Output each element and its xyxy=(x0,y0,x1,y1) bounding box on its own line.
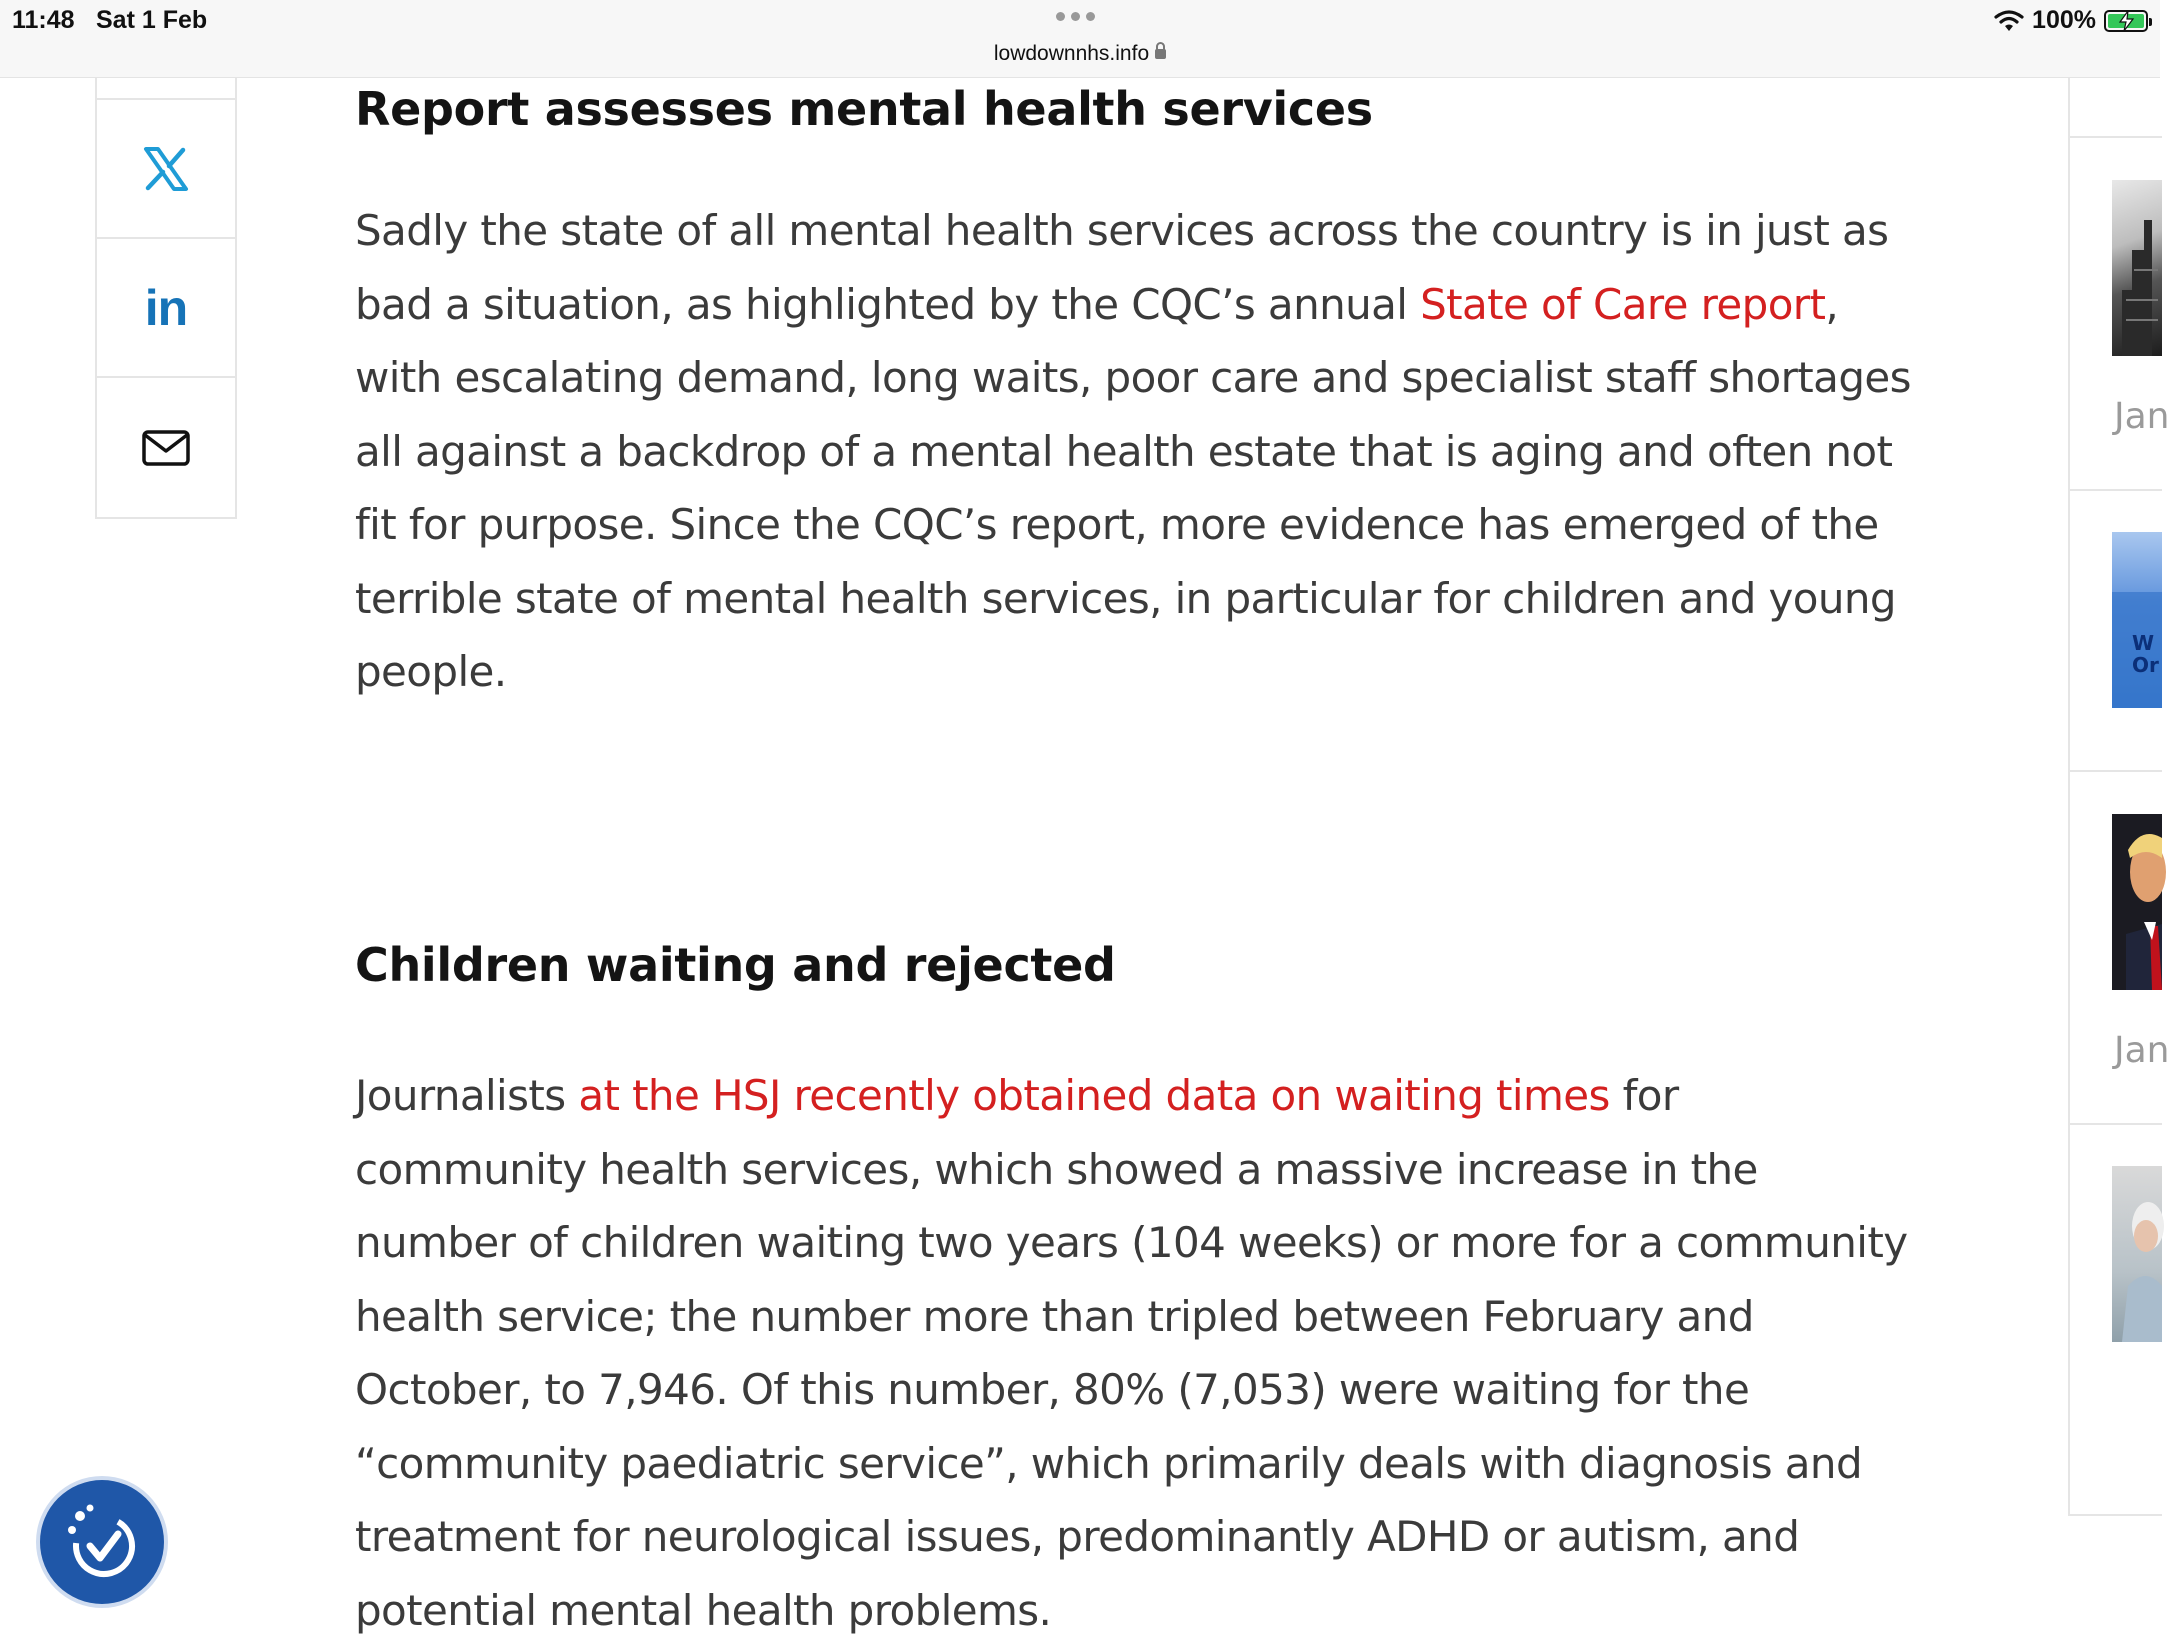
battery-icon xyxy=(2104,10,2148,32)
x-icon xyxy=(144,148,188,190)
paragraph-children-waiting xyxy=(355,1059,1915,1647)
status-indicators xyxy=(1994,6,2148,35)
paragraph-text: Journalists xyxy=(355,1071,579,1120)
accessibility-button[interactable] xyxy=(40,1480,164,1604)
share-sidebar-top xyxy=(97,78,235,100)
hsj-waiting-times-link[interactable]: at the HSJ recently obtained data on waiting times xyxy=(578,1071,1610,1120)
section-heading-children: Children waiting and rejected xyxy=(355,938,1116,992)
email-icon xyxy=(142,430,190,466)
divider xyxy=(2070,1123,2162,1125)
paragraph-text: for community health services, which showed a massive increase in the number of children waiting two years (104 weeks) or more for a community health service; the number more than tripled between February and October, to 7,946. Of this number, 80% (7,053) were waiting for the “community paediatric service”, which primarily deals with diagnosis and treatment for neurological issues, predominantly ADHD or autism, and potential mental health problems. xyxy=(355,1071,1908,1635)
related-date-1: Jan xyxy=(2114,396,2170,437)
divider xyxy=(2070,136,2162,138)
related-thumbnail-4[interactable] xyxy=(2112,1166,2162,1342)
share-email-button[interactable] xyxy=(97,378,235,517)
section-heading-report: Report assesses mental health services xyxy=(355,82,1373,136)
related-thumbnail-2[interactable] xyxy=(2112,532,2162,708)
battery-percent: 100% xyxy=(2032,6,2096,34)
svg-text:Or: Or xyxy=(2132,653,2159,677)
status-date: Sat 1 Feb xyxy=(96,6,208,34)
divider xyxy=(2070,489,2162,491)
accessibility-check-icon xyxy=(62,1502,142,1582)
paragraph-text: Sadly the state of all mental health services across the country is in just as bad a situation, as highlighted by the CQC’s annual xyxy=(355,206,1889,329)
related-date-2: Jan xyxy=(2114,1030,2170,1071)
status-time: 11:48 xyxy=(12,6,75,34)
wifi-icon xyxy=(1994,9,2024,33)
share-sidebar xyxy=(95,78,237,519)
status-bar xyxy=(0,0,2160,78)
svg-text:W: W xyxy=(2132,631,2155,655)
divider xyxy=(2070,1514,2162,1516)
state-of-care-link[interactable]: State of Care report xyxy=(1420,279,1826,329)
paragraph-text: , with escalating demand, long waits, poor care and specialist staff shortages all against a backdrop of a mental health estate that is aging and often not fit for purpose. Since the CQC’s report, more evidence has emerged of the terrible state of mental health services, in particular for children and young people. xyxy=(355,279,1911,696)
share-linkedin-button[interactable] xyxy=(97,239,235,378)
multitasking-dots-icon[interactable] xyxy=(1056,12,1095,21)
related-thumbnail-3[interactable] xyxy=(2112,814,2162,990)
divider xyxy=(2070,770,2162,772)
share-x-button[interactable] xyxy=(97,100,235,239)
lock-icon xyxy=(1155,49,1166,59)
paragraph-mental-health xyxy=(355,194,1915,709)
url-text: lowdownnhs.info xyxy=(993,42,1150,65)
address-bar[interactable] xyxy=(0,42,2160,66)
related-articles-column xyxy=(2068,78,2170,1516)
linkedin-icon: in xyxy=(144,279,188,336)
related-thumbnail-1[interactable] xyxy=(2112,180,2162,356)
